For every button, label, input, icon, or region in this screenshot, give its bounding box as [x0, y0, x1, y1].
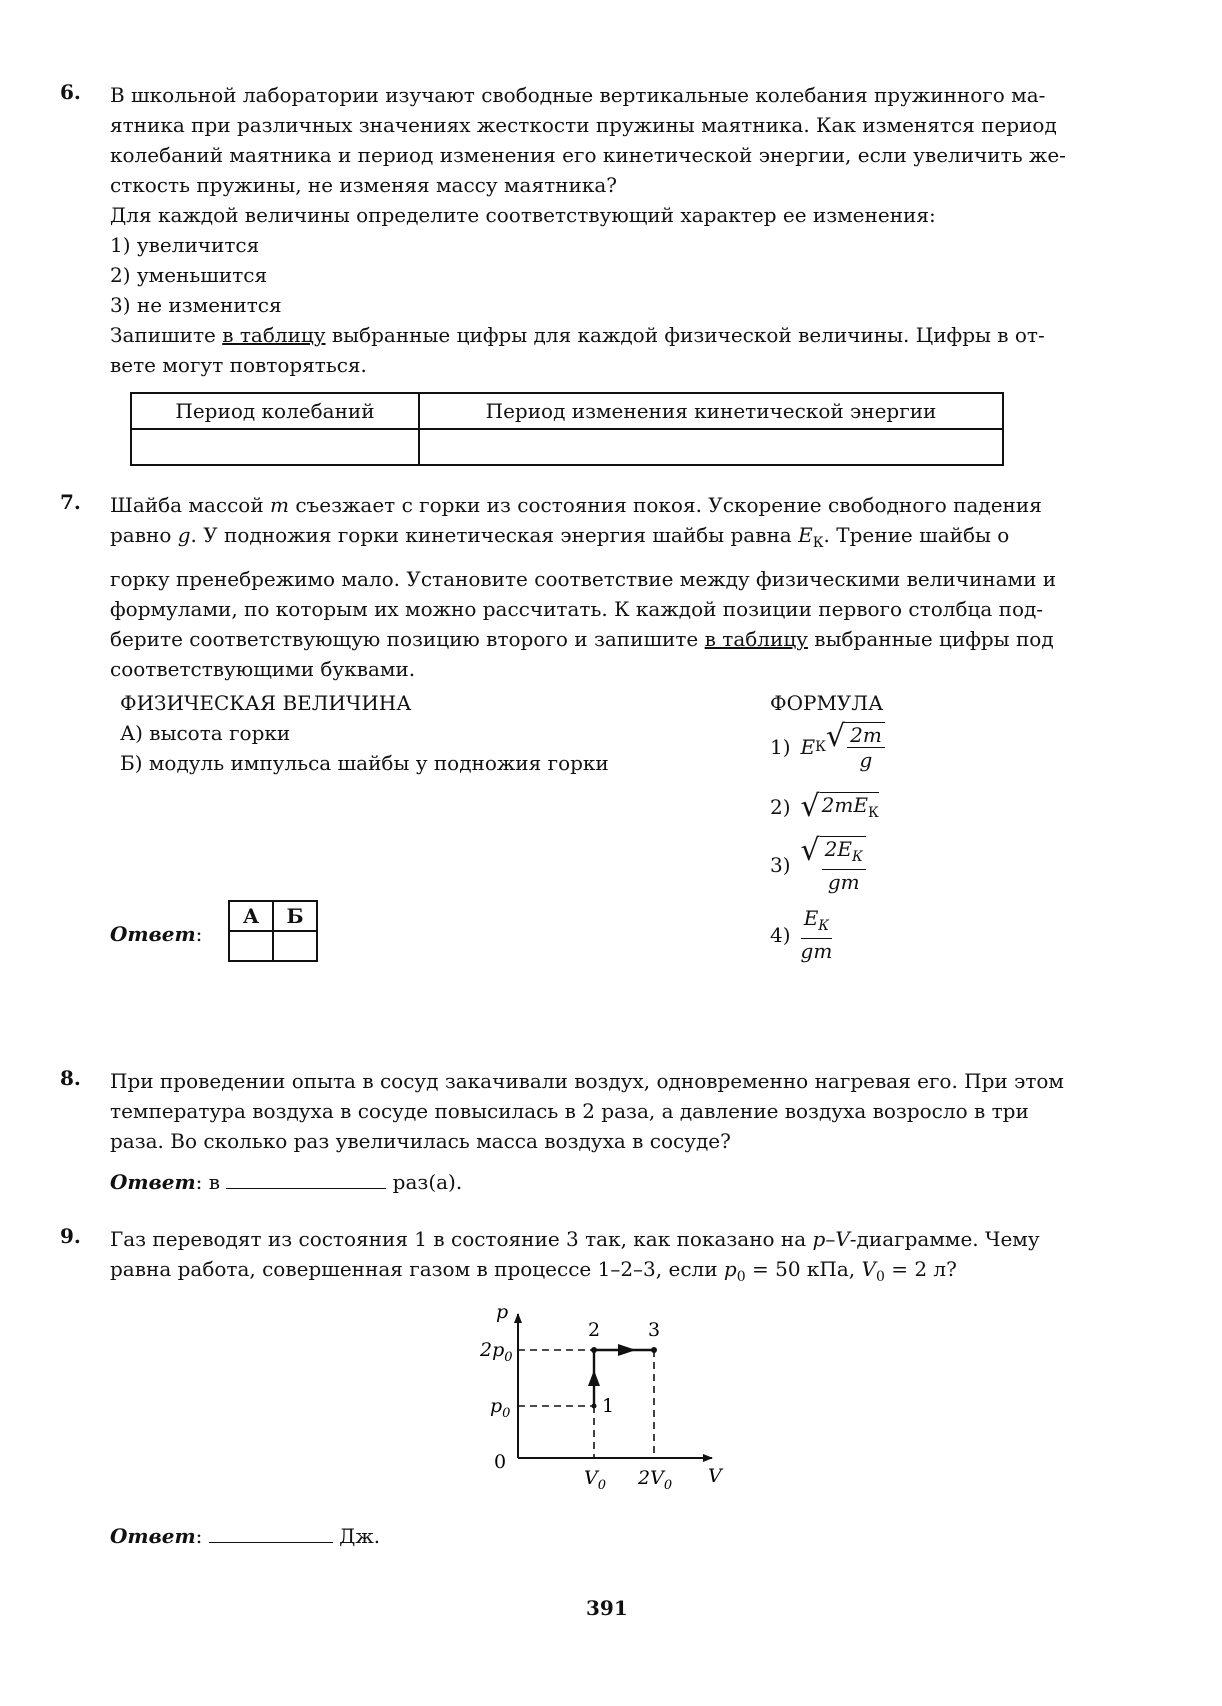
pv-diagram — [480, 1300, 740, 1500]
text-line: равно g. У подножия горки кинетическая энергия шайбы равна $E_К$. Трение шайбы о — [110, 523, 1010, 551]
answer-label-7: Ответ: — [110, 922, 203, 946]
task-text — [110, 1066, 1170, 1156]
instruction: Запишите в таблицу выбранные цифры для каждой физической величины. Цифры в от- — [110, 323, 1045, 347]
text-line: формулами, по которым их можно рассчитать. К каждой позиции первого столбца под- — [110, 597, 1044, 621]
p-axis-label: p — [496, 1301, 509, 1323]
point-3-label: 3 — [648, 1319, 661, 1341]
task-text — [110, 490, 1170, 684]
text-line: колебаний маятника и период изменения его кинетической энергии, если увеличить же- — [110, 143, 1066, 167]
text-line: раза. Во сколько раз увеличилась масса воздуха в сосуде? — [110, 1129, 731, 1153]
text-line: соответствующими буквами. — [110, 657, 416, 681]
tick-v0: $V_0$ — [584, 1467, 607, 1493]
quantity-item: Б) модуль импульса шайбы у подножия горки — [120, 751, 609, 775]
task-number: 8. — [60, 1066, 81, 1090]
v-axis-label: V — [708, 1465, 722, 1487]
task-text — [110, 80, 1170, 380]
text-line: Шайба массой m съезжает с горки из состояния покоя. Ускорение свободного падения — [110, 493, 1042, 517]
task-text — [110, 1224, 1170, 1292]
point-3-marker — [651, 1347, 657, 1353]
answer-blank[interactable] — [209, 1542, 333, 1543]
formula-2: 2) √ $2mE_К$ — [770, 789, 879, 824]
formula-1: 1) E К √ $\frac{2m}{g}$ — [770, 722, 885, 772]
text-line: сткость пружины, не изменяя массу маятника? — [110, 173, 617, 197]
formula-4: 4) $\frac{E_К}{gm}$ — [770, 906, 833, 963]
answer-cell[interactable] — [229, 931, 273, 961]
answer-table-7 — [228, 900, 318, 962]
column-header: ФИЗИЧЕСКАЯ ВЕЛИЧИНА — [120, 691, 412, 715]
text-line: ятника при различных значениях жесткости пружины маятника. Как изменятся период — [110, 113, 1057, 137]
table-header: Б — [273, 901, 317, 931]
text-line: В школьной лаборатории изучают свободные вертикальные колебания пружинного ма- — [110, 83, 1046, 107]
answer-blank[interactable] — [226, 1188, 386, 1189]
quantity-item: А) высота горки — [120, 721, 291, 745]
origin-label: 0 — [494, 1451, 507, 1473]
quantity-column — [120, 688, 609, 778]
instruction: вете могут повторяться. — [110, 353, 367, 377]
table-header: Период колебаний — [131, 393, 419, 429]
option-item: 3) не изменится — [110, 293, 282, 317]
tick-2p0: $2p_0$ — [480, 1339, 513, 1365]
point-1-label: 1 — [602, 1395, 615, 1417]
page-number: 391 — [586, 1596, 628, 1620]
answer-table-6 — [130, 392, 1004, 466]
point-2-label: 2 — [588, 1319, 601, 1341]
task-number: 7. — [60, 490, 81, 514]
answer-line-8: Ответ: в раз(а). — [110, 1170, 463, 1194]
column-header: ФОРМУЛА — [770, 691, 884, 715]
task-number: 6. — [60, 80, 81, 104]
text-line: Для каждой величины определите соответствующий характер ее изменения: — [110, 203, 936, 227]
formula-column — [770, 688, 970, 963]
text-line: горку пренебрежимо мало. Установите соответствие между физическими величинами и — [110, 567, 1057, 591]
table-header: А — [229, 901, 273, 931]
tick-p0: $p_0$ — [490, 1395, 511, 1421]
answer-cell[interactable] — [273, 931, 317, 961]
point-1-marker — [592, 1404, 597, 1409]
arrow-2-3 — [618, 1344, 636, 1356]
option-item: 2) уменьшится — [110, 263, 268, 287]
text-line: берите соответствующую позицию второго и запишите в таблицу выбранные цифры под — [110, 627, 1054, 651]
formula-3: 3) √ $\frac{2E_К}{gm}$ — [770, 836, 866, 894]
text-line: температура воздуха в сосуде повысилась в 2 раза, а давление воздуха возросло в три — [110, 1099, 1029, 1123]
answer-cell[interactable] — [419, 429, 1003, 465]
point-2-marker — [591, 1347, 597, 1353]
task-number: 9. — [60, 1224, 81, 1248]
table-header: Период изменения кинетической энергии — [419, 393, 1003, 429]
text-line: При проведении опыта в сосуд закачивали воздух, одновременно нагревая его. При этом — [110, 1069, 1064, 1093]
text-line: равна работа, совершенная газом в процессе 1–2–3, если $p_0 = 50$ кПа, $V_0 = 2$ л? — [110, 1257, 957, 1285]
option-item: 1) увеличится — [110, 233, 260, 257]
arrow-1-2 — [588, 1370, 600, 1386]
answer-cell[interactable] — [131, 429, 419, 465]
tick-2v0: $2V_0$ — [638, 1467, 673, 1493]
answer-line-9: Ответ: Дж. — [110, 1524, 381, 1548]
text-line: Газ переводят из состояния 1 в состояние 3 так, как показано на p–V-диаграмме. Чему — [110, 1227, 1040, 1251]
